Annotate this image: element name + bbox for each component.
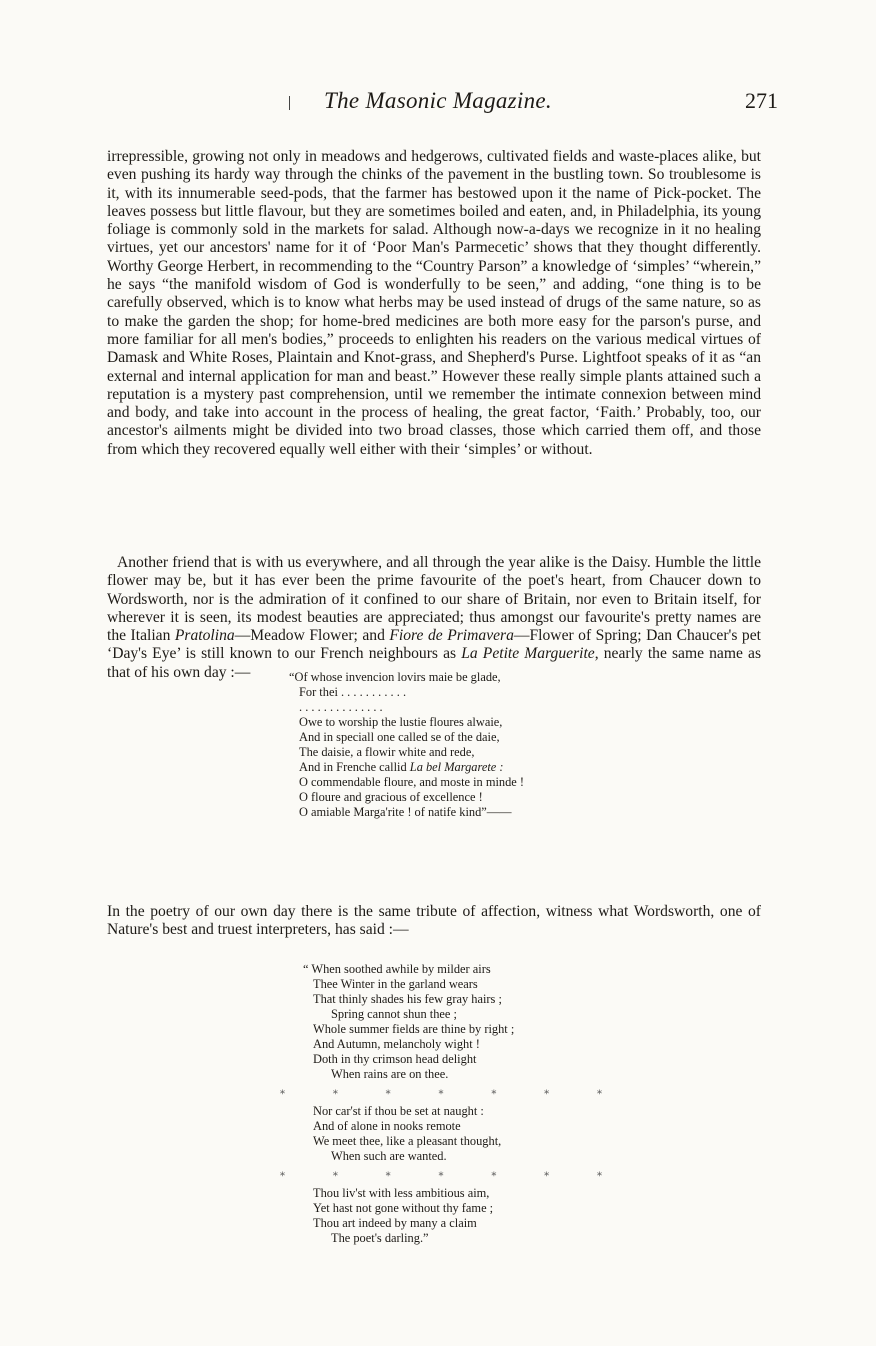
verse-line: Whole summer fields are thine by right ;	[313, 1022, 515, 1036]
page-number: 271	[745, 88, 778, 113]
asterisk-icon: *	[544, 1089, 550, 1100]
verse-line: And in speciall one called se of the daie,	[299, 730, 500, 744]
asterisk-icon: *	[491, 1171, 497, 1182]
verse-line: And of alone in nooks remote	[313, 1119, 461, 1133]
paragraph-pickpocket: irrepressible, growing not only in meadows and hedgerows, cultivated fields and waste-places alike, but even pushing its hardy way through the chinks of the pavement in the bustling town. So troublesome is it, with its innumerable seed-pods, that the farmer has bestowed upon it the name of Pick-pocket. The leaves possess but little flavour, but they are sometimes boiled and eaten, and, in Philadelphia, its young foliage is commonly sold in the markets for salad. Although now-a-days we recognize in it no healing virtues, yet our ancestors' name for it of ‘Poor Man's Parmecetic’ shows that they thought differently. Worthy George Herbert, in recommending to the “Country Parson” a knowledge of ‘simples’ “wherein,” he says “the manifold wisdom of God is wonderfully to be seen,” and adding, “one thing is to be carefully observed, which is to know what herbs may be used instead of drugs of the same nature, so as to make the garden the shop; for home-bred medicines are both more easy for the parson's purse, and more familiar for all men's bodies,” proceeds to enlighten his readers on the various medical virtues of Damask and White Roses, Plaintain and Knot-grass, and Shepherd's Purse. Lightfoot speaks of it as “an external and internal application for man and beast.” However these really simple plants attained such a reputation is a mystery past comprehension, until we remember the intimate connexion between mind and body, and take into account in the process of healing, the great factor, ‘Faith.’ Probably, too, our ancestor's ailments might be divided into two broad classes, those which carried them off, and those from which they recovered equally well either with their ‘simples’ or without.	[107, 148, 761, 458]
asterisk-icon: *	[385, 1171, 391, 1182]
asterisk-icon: *	[332, 1171, 338, 1182]
verse-line: The poet's darling.”	[331, 1231, 429, 1245]
verse-line: Nor car'st if thou be set at naught :	[313, 1104, 484, 1118]
verse-line: Thou liv'st with less ambitious aim,	[313, 1186, 490, 1200]
asterisk-icon: *	[280, 1171, 285, 1182]
verse-line: The daisie, a flowir white and rede,	[299, 745, 475, 759]
stanza-break-asterisks	[280, 1171, 602, 1182]
asterisk-icon: *	[438, 1089, 444, 1100]
paragraph-daisy-text-c: —Flower of Spring; Dan Chaucer's pet ‘Day's Eye’ is still known to our French neighbours as	[107, 627, 761, 663]
asterisk-icon: *	[596, 1171, 602, 1182]
verse-line: Yet hast not gone without thy fame ;	[313, 1201, 494, 1215]
italic-la-petite-marguerite: La Petite Marguerite	[461, 645, 595, 663]
verse-line: O floure and gracious of excellence !	[299, 790, 483, 804]
verse-line-text: And in Frenche callid	[299, 760, 410, 774]
asterisk-icon: *	[491, 1089, 497, 1100]
italic-fiore-de-primavera: Fiore de Primavera	[389, 627, 514, 645]
verse-line: O amiable Marga'rite ! of natife kind”——	[299, 805, 512, 819]
asterisk-icon: *	[332, 1089, 338, 1100]
verse-line: “ When soothed awhile by milder airs	[303, 962, 491, 976]
paragraph-daisy-text-a: Another friend that is with us everywhere, and all through the year alike is the Daisy. Humble the little flower may be, but it has ever been the prime favourite of the poet's heart, from Chaucer down to Wordsworth, nor is the admiration of it confined to our share of Britain, nor even to Britain itself, for wherever it is seen, its modest beauties are appreciated; thus amongst our favourite's pretty names are the Italian	[107, 554, 761, 645]
verse-line: Spring cannot shun thee ;	[331, 1007, 457, 1021]
verse-line: Thou art indeed by many a claim	[313, 1216, 477, 1230]
verse-line: When such are wanted.	[331, 1149, 447, 1163]
wordsworth-verse	[303, 962, 514, 1246]
verse-line: And Autumn, melancholy wight !	[313, 1037, 480, 1051]
paragraph-daisy-text-d: , nearly the same name as that of his own day :—	[107, 645, 762, 681]
verse-line: O commendable floure, and moste in minde !	[299, 775, 525, 789]
italic-la-bel-margarete: La bel Margarete :	[409, 760, 504, 774]
asterisk-icon: *	[596, 1089, 602, 1100]
verse-line: When rains are on thee.	[331, 1067, 449, 1081]
page-header	[0, 88, 876, 118]
asterisk-icon: *	[280, 1089, 285, 1100]
verse-line: For thei . . . . . . . . . . .	[299, 685, 407, 699]
running-title: The Masonic Magazine.	[324, 88, 552, 113]
verse-line: Owe to worship the lustie floures alwaie,	[299, 715, 503, 729]
paragraph-daisy	[107, 554, 761, 682]
asterisk-icon: *	[385, 1089, 391, 1100]
verse-ellipsis-line: . . . . . . . . . . . . . .	[299, 700, 383, 714]
verse-line: Doth in thy crimson head delight	[313, 1052, 477, 1066]
verse-line	[289, 760, 524, 775]
asterisk-icon: *	[438, 1171, 444, 1182]
verse-line: “Of whose invencion lovirs maie be glade,	[289, 670, 501, 684]
verse-line: That thinly shades his few gray hairs ;	[313, 992, 502, 1006]
verse-line: Thee Winter in the garland wears	[313, 977, 478, 991]
verse-line: We meet thee, like a pleasant thought,	[313, 1134, 502, 1148]
paragraph-wordsworth-intro: In the poetry of our own day there is the same tribute of affection, witness what Wordsworth, one of Nature's best and truest interpreters, has said :—	[107, 903, 761, 939]
asterisk-icon: *	[544, 1171, 550, 1182]
paragraph-daisy-text-b: —Meadow Flower; and	[234, 627, 390, 645]
stanza-break-asterisks	[280, 1089, 602, 1100]
chaucer-verse	[289, 670, 524, 820]
italic-pratolina: Pratolina	[174, 627, 235, 645]
